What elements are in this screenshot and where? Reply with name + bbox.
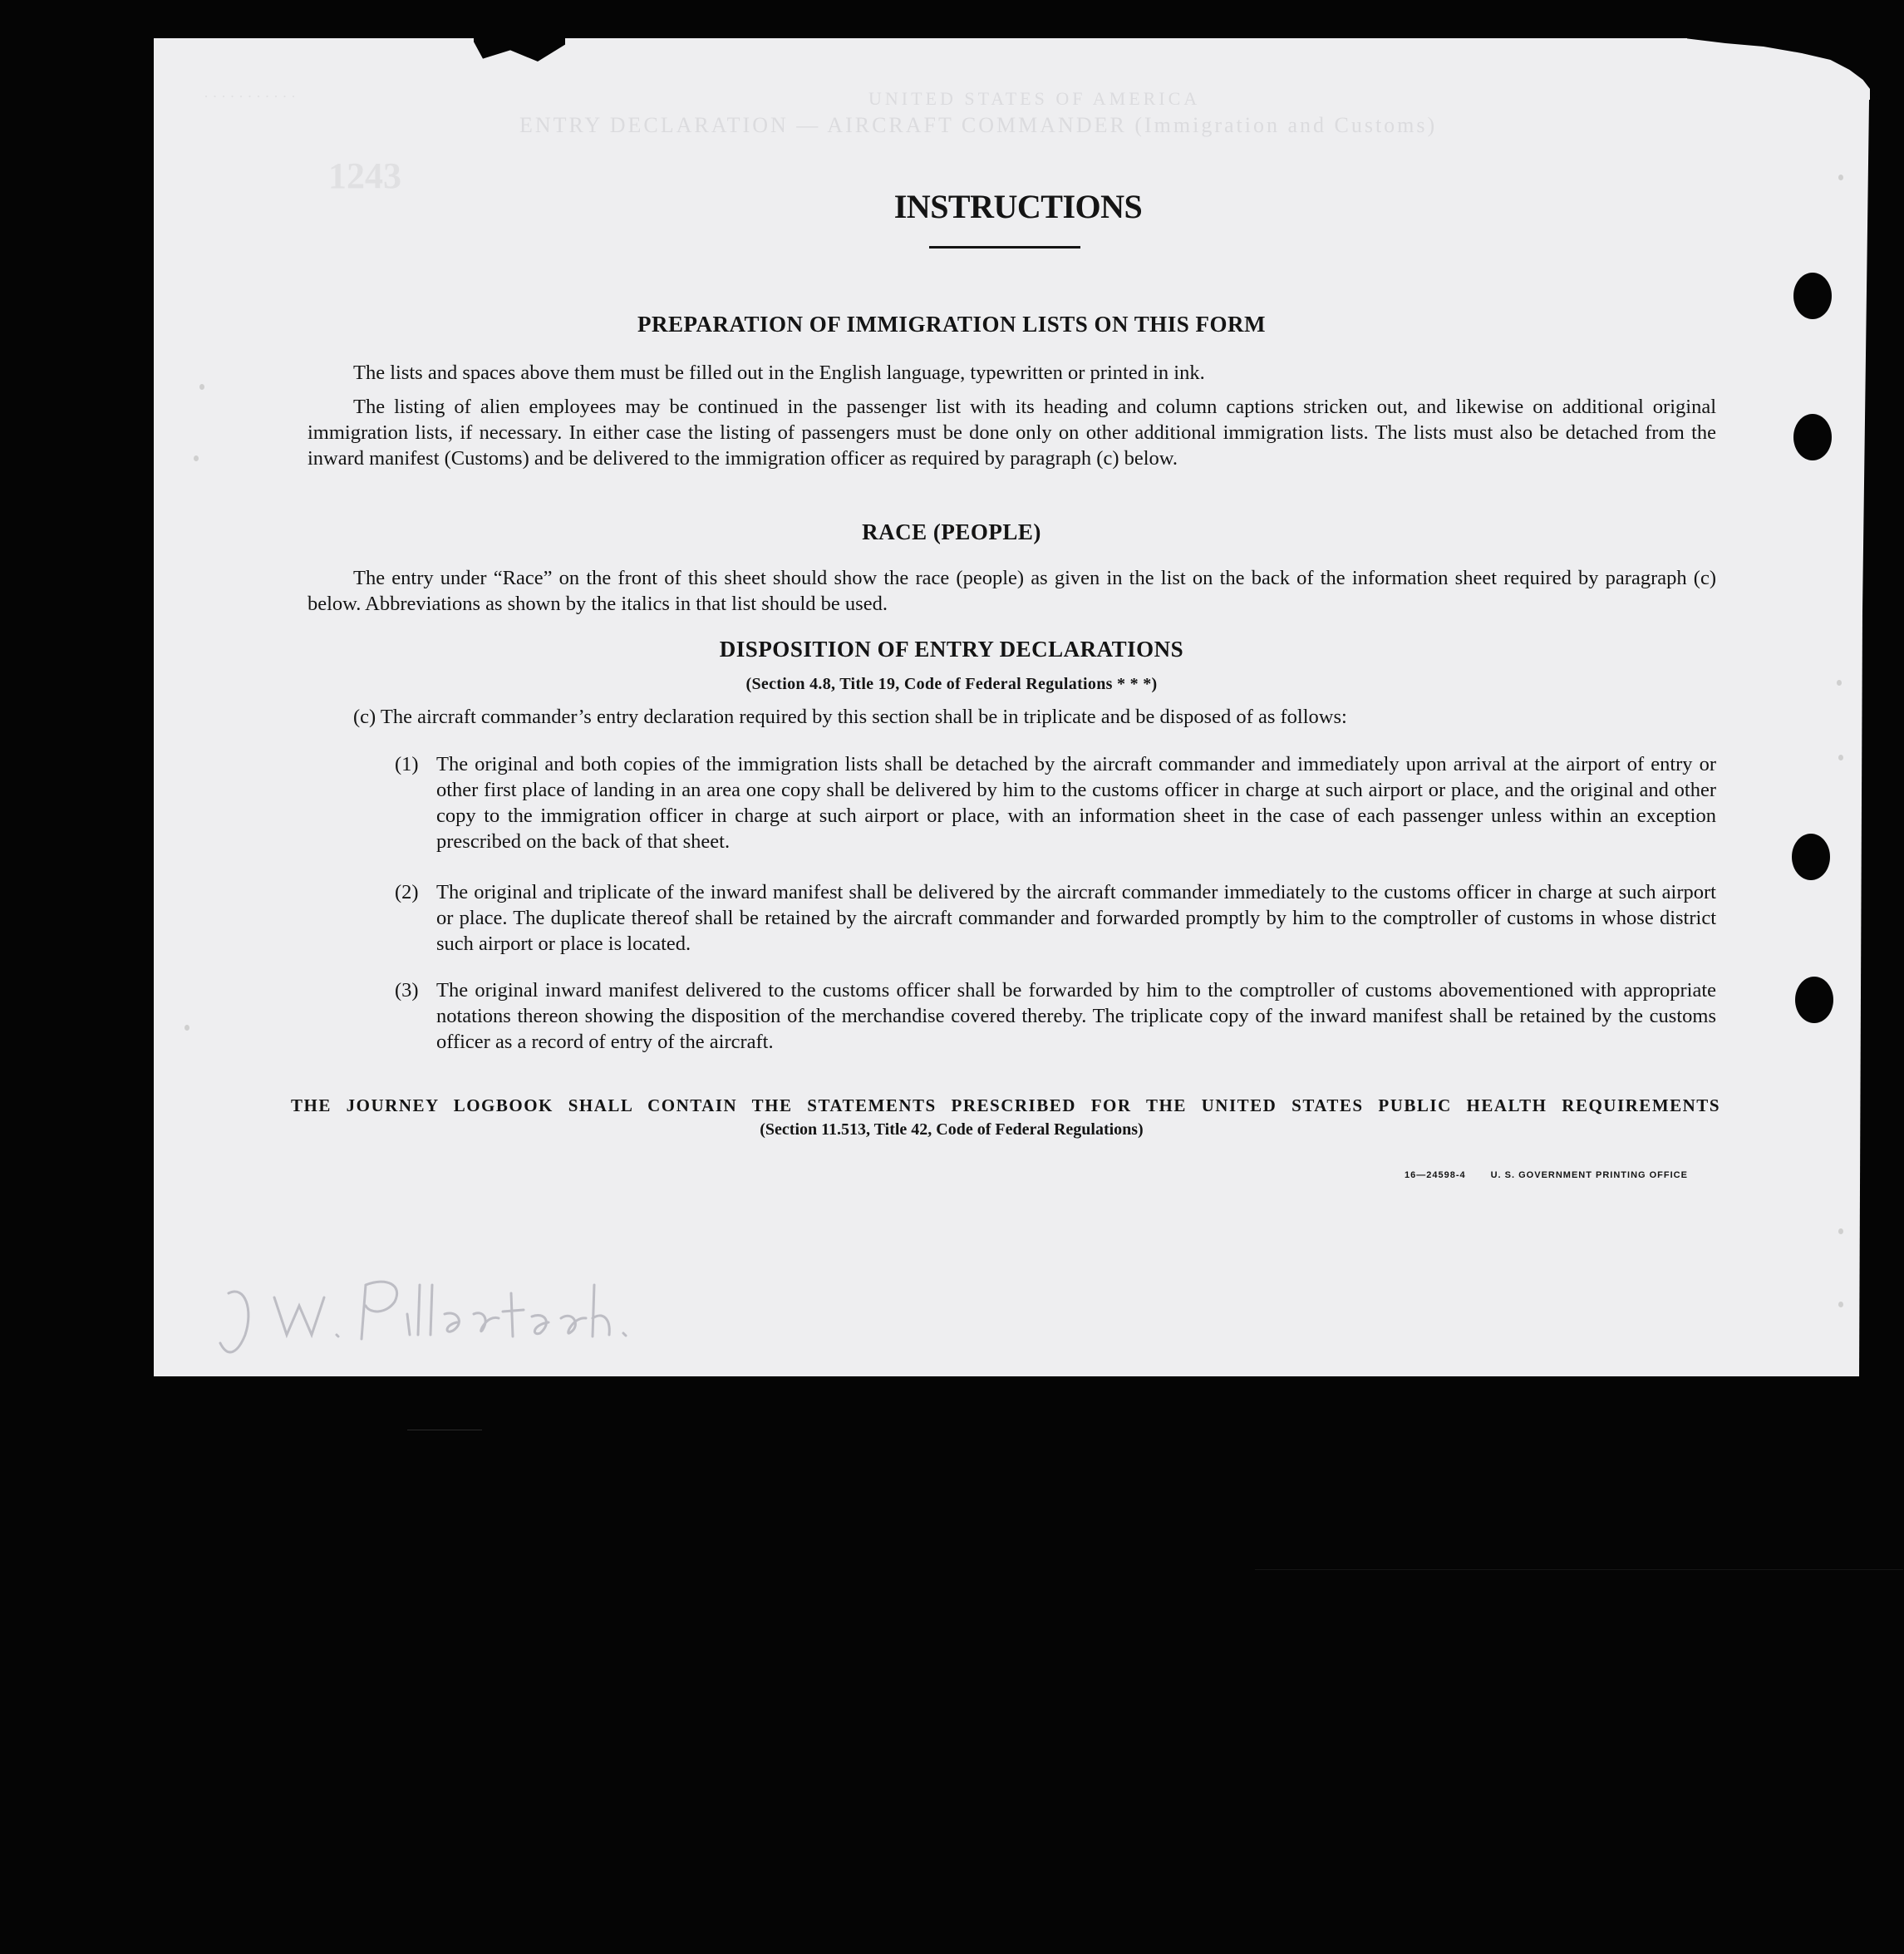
punch-hole [1793,273,1832,319]
punch-hole [1793,414,1832,460]
printer-name: U. S. GOVERNMENT PRINTING OFFICE [1490,1170,1688,1180]
item-text: The original inward manifest delivered to the customs officer shall be forwarded by him to the comptroller of customs abovementioned with appropriate notations thereon showing the disposition of the merchandise covered thereby. The triplicate copy of the inward manifest shall be retained by the customs officer as a record of entry of the aircraft. [436,979,1716,1053]
dust-speck [199,384,204,390]
public-health-citation: (Section 11.513, Title 42, Code of Federal Regulations) [760,1120,1144,1139]
scan-artifact-line [1255,1569,1903,1570]
preparation-paragraph-2: The listing of alien employees may be continued in the passenger list with its heading and column captions stricken out, and likewise on additional original immigration lists, if necessary. In either case the listing of passengers must be done only on other additional immigration lists. The lists must also be detached from the inward manifest (Customs) and be delivered to the immigration officer as required by paragraph (c) below. [307,396,1716,470]
race-paragraph: The entry under “Race” on the front of this sheet should show the race (people) as given in the list on the back of the information sheet required by paragraph (c) below. Abbreviations as shown by the italics in that list should be used. [307,567,1716,615]
dust-speck [1837,680,1842,686]
printer-imprint [1405,1170,1713,1180]
disposition-item-3 [395,977,1716,1055]
item-number: (1) [395,753,419,775]
dust-speck [1838,1302,1843,1307]
section-heading-disposition: DISPOSITION OF ENTRY DECLARATIONS [719,637,1184,662]
section-heading-race: RACE (PEOPLE) [862,519,1041,544]
punch-hole [1795,977,1833,1023]
dust-speck [1838,1228,1843,1234]
dust-speck [194,455,199,461]
disposition-item-2 [395,879,1716,957]
bleed-through-country: UNITED STATES OF AMERICA [868,88,1201,109]
preparation-paragraph-1: The lists and spaces above them must be filled out in the English language, typewritten or printed in ink. [353,362,1205,384]
disposition-intro: (c) The aircraft commander’s entry declaration required by this section shall be in triplicate and be disposed of as follows: [353,706,1347,728]
bleed-through-form-title: ENTRY DECLARATION — AIRCRAFT COMMANDER (Immigration and Customs) [519,113,1438,137]
page-title: INSTRUCTIONS [893,188,1143,225]
bleed-through-text: · · · · · · · · · · · [204,88,296,105]
dust-speck [184,1025,189,1031]
dust-speck [1838,175,1843,180]
item-number: (3) [395,979,419,1002]
bleed-through-number: 1243 [328,155,401,196]
disposition-item-1 [395,751,1716,854]
dust-speck [1838,755,1843,760]
print-code: 16—24598-4 [1405,1170,1466,1180]
item-text: The original and both copies of the immigration lists shall be detached by the aircraft commander and immediately upon arrival at the airport of entry or other first place of landing in an area one copy shall be delivered by him to the customs officer in charge at such airport or place, and the original and other copy to the immigration officer in charge at such airport or place, with an information sheet in the case of each passenger unless within an exception prescribed on the back of that sheet. [436,753,1716,853]
disposition-citation: (Section 4.8, Title 19, Code of Federal Regulations * * *) [745,675,1158,693]
section-heading-preparation: PREPARATION OF IMMIGRATION LISTS ON THIS FORM [637,312,1267,337]
item-text: The original and triplicate of the inward manifest shall be delivered by the aircraft commander immediately to the customs officer in charge at such airport or place. The duplicate thereof shall be retained by the aircraft commander and forwarded promptly by him to the comptroller of customs in whose district such airport or place is located. [436,881,1716,955]
item-number: (2) [395,881,419,903]
punch-hole [1792,834,1830,880]
title-underline [929,246,1080,249]
public-health-statement: THE JOURNEY LOGBOOK SHALL CONTAIN THE STATEMENTS PRESCRIBED FOR THE UNITED STATES PUBLIC HEALTH REQUIREMENTS [291,1095,1720,1115]
